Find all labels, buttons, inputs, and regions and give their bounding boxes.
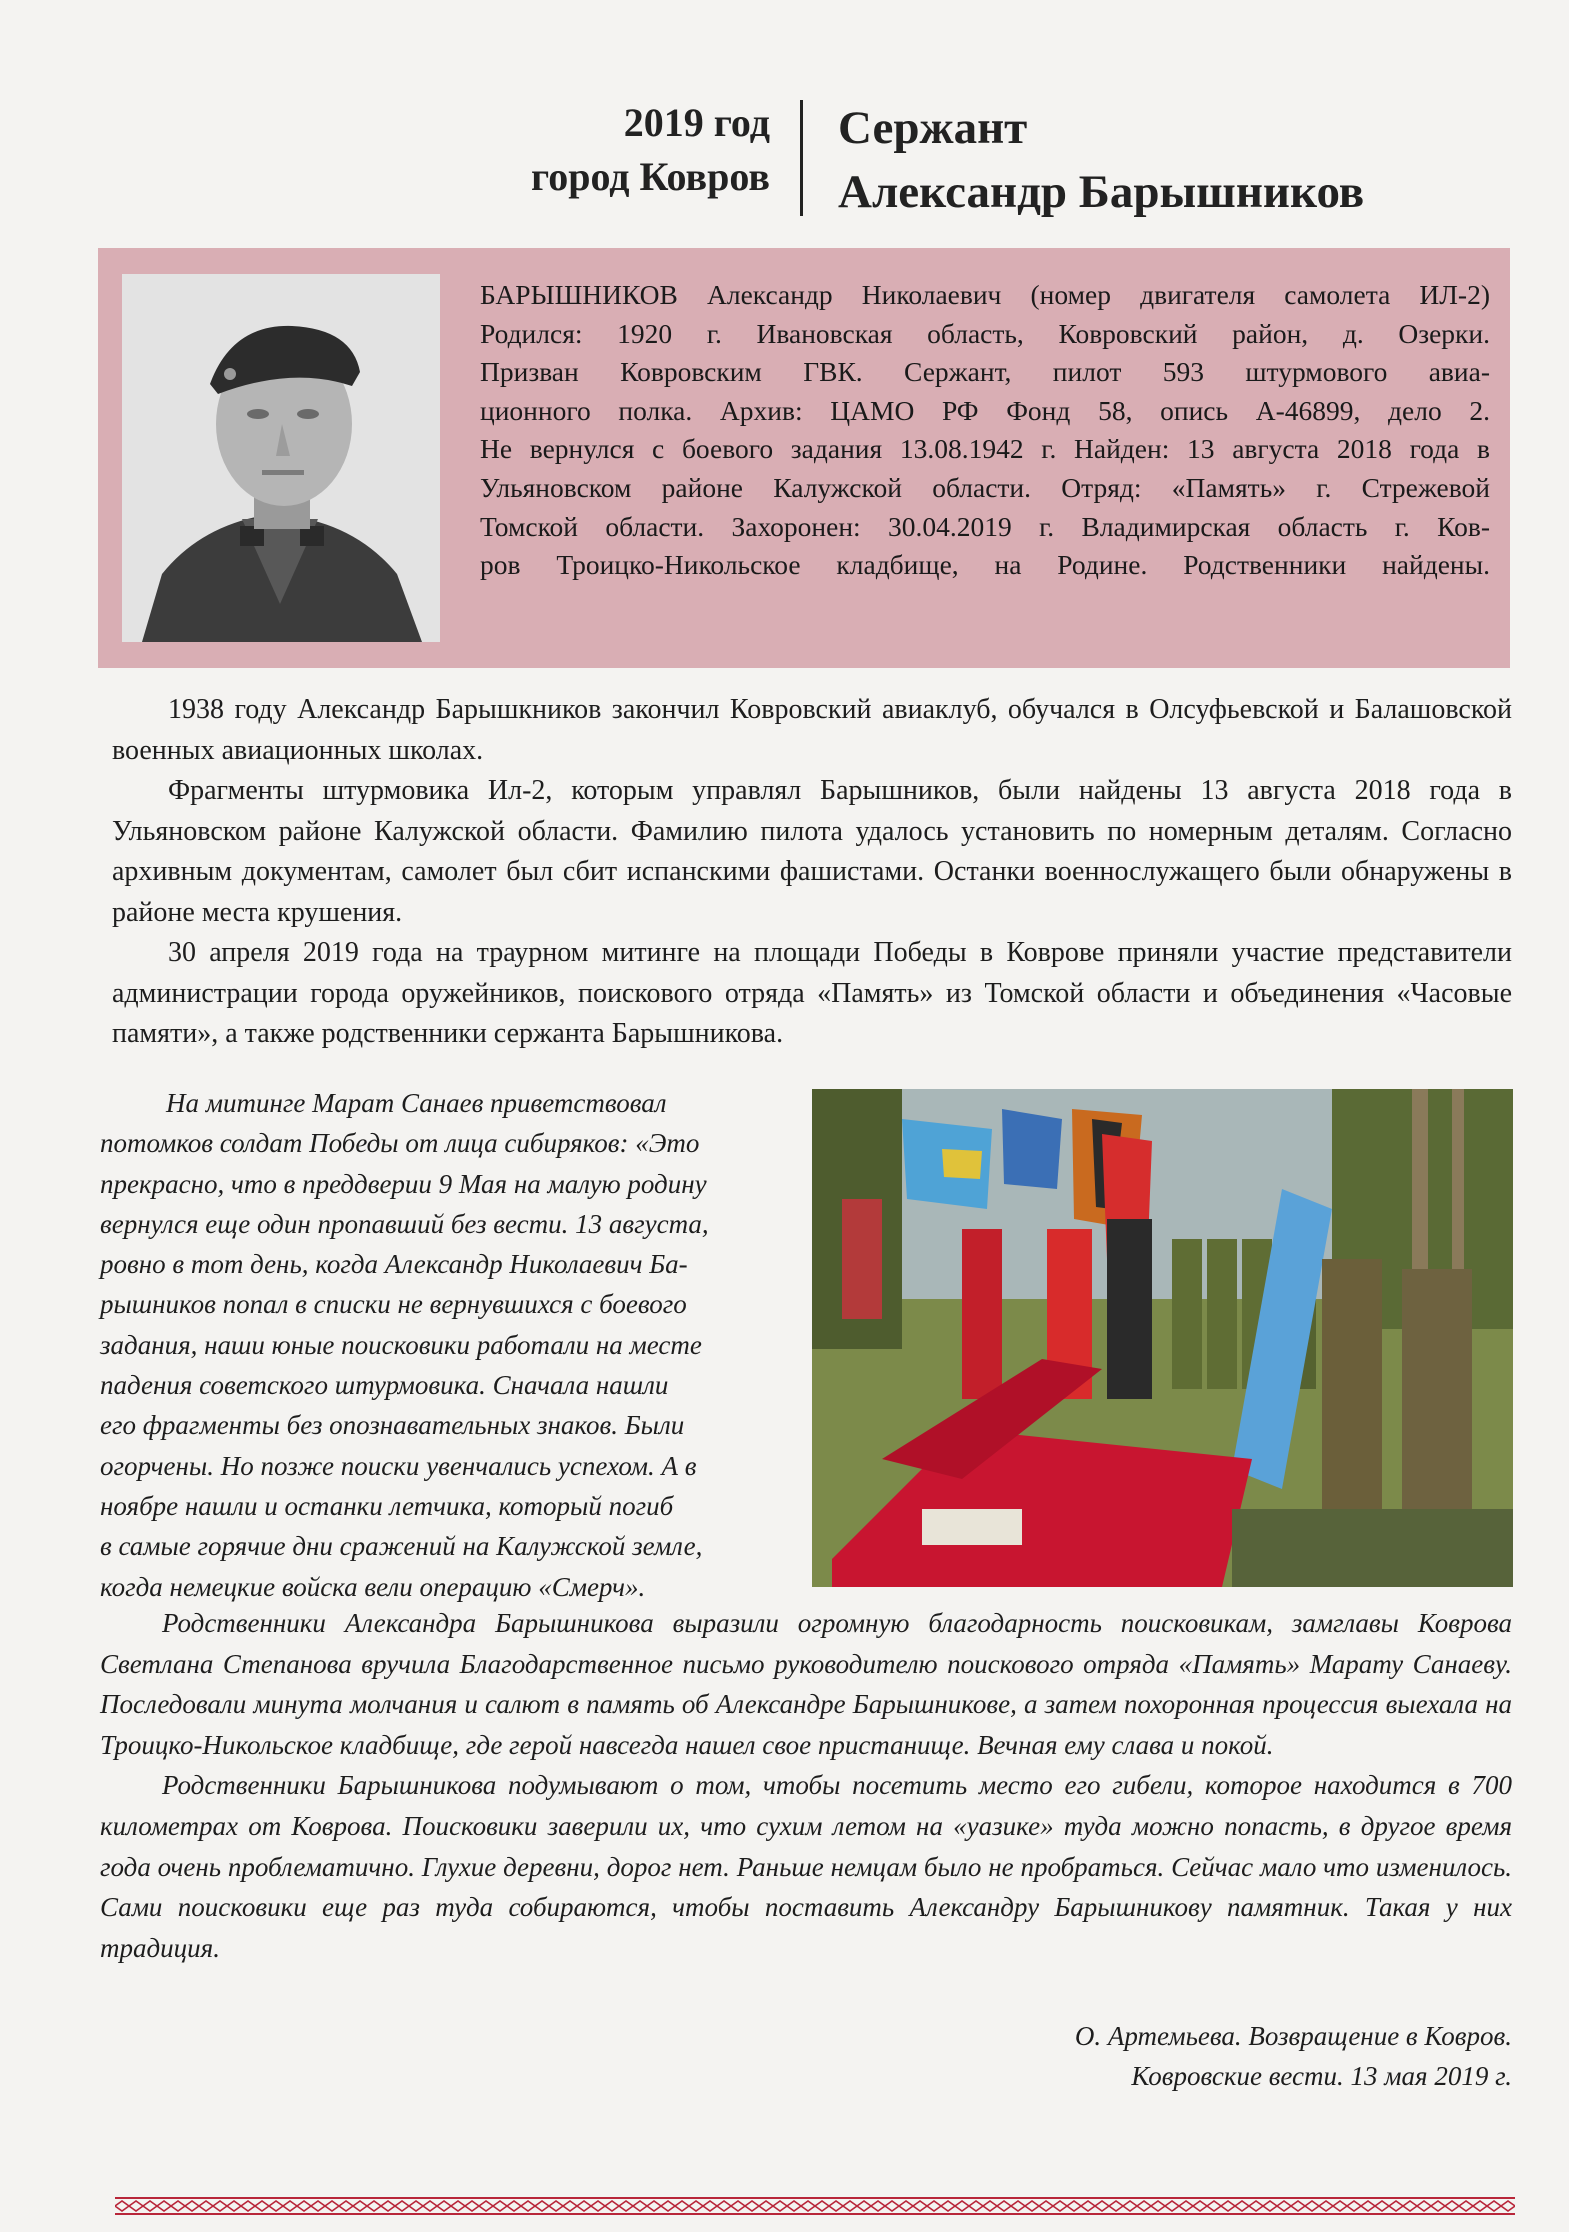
quote-line: прекрасно, что в преддверии 9 Мая на малую родину [100,1168,707,1199]
paragraph: 30 апреля 2019 года на траурном митинге на площади Победы в Коврове приняли участие представители администрации города оружейников, поискового отряда «Память» из Томской области и объединения «Часовые памяти», а также родственники сержанта Барышникова. [112,937,1512,1049]
quote-line: огорчены. Но позже поиски увенчались успехом. А в [100,1450,697,1481]
source-publication: Ковровские вести. 13 мая 2019 г. [1131,2061,1512,2091]
quote-paragraph: Родственники Барышникова подумывают о том, чтобы посетить место его гибели, которое находится в 700 километрах от Коврова. Поисковики заверили их, что сухим летом на «уазике» туда можно попасть, в другое время года очень проблематично. Глухие деревни, дорог нет. Раньше немцам было не пробраться. Сейчас мало что изменилось. Сами поисковики еще раз туда собираются, чтобы поставить Александру Барышникову памятник. Такая у них традиция. [100,1770,1512,1963]
header-city: город Ковров [531,154,770,199]
ceremony-photo [812,1089,1513,1587]
source-author-title: О. Артемьева. Возвращение в Ковров. [1074,2021,1512,2051]
bio-text [480,276,1490,585]
paragraph: Фрагменты штурмовика Ил-2, которым управлял Барышников, были найдены 13 августа 2018 года в Ульяновском районе Калужской области. Фамилию пилота удалось установить по номерным деталям. Согласно архивным документам, самолет был сбит испанскими фашистами. Останки военнослужащего были обнаружены в районе места крушения. [112,775,1512,928]
header-name: Александр Барышников [838,166,1365,218]
header-date-place [440,96,770,204]
quote-continuation [100,1603,1512,1968]
quote-paragraph: Родственники Александра Барышникова выразили огромную благодарность поисковикам, замглавы Коврова Светлана Степанова вручила Благодарственное письмо руководителю поискового отряда «Память» Марату Санаеву. Последовали минута молчания и салют в память об Александре Барышникове, а затем похоронная процессия выехала на Троицко-Никольское кладбище, где герой навсегда нашел свое пристанище. Вечная ему слава и покой. [100,1608,1512,1760]
quote-line: в самые горячие дни сражений на Калужской земле, [100,1531,703,1562]
quote-line: падения советского штурмовика. Сначала нашли [100,1370,669,1401]
article-body [112,690,1512,1055]
bio-line: Томской области. Захоронен: 30.04.2019 г. Владимирская область г. Ков- [480,510,1490,542]
source-citation [1075,2016,1512,2096]
quote-line: когда немецкие войска вели операцию «Смерч». [100,1571,646,1602]
bio-line: Призван Ковровским ГВК. Сержант, пилот 593 штурмового авиа- [480,356,1490,388]
header-title [838,96,1538,224]
quote-line: рышников попал в списки не вернувшихся с боевого [100,1289,687,1320]
portrait-photo [122,274,440,642]
quote-line: потомков солдат Победы от лица сибиряков: «Это [100,1128,700,1159]
ornament-border [115,2195,1515,2217]
bio-box [98,248,1510,668]
paragraph: 1938 году Александр Барышкников закончил Ковровский авиаклуб, обучался в Олсуфьевской и Балашовской военных авиационных школах. [112,694,1512,766]
bio-line: Ульяновском районе Калужской области. Отряд: «Память» г. Стрежевой [480,471,1490,503]
header-year: 2019 год [623,100,770,145]
header-divider [800,100,803,216]
quote-line: На митинге Марат Санаев приветствовал [166,1088,667,1118]
bio-line: ционного полка. Архив: ЦАМО РФ Фонд 58, опись А-46899, дело 2. [480,394,1490,426]
bio-line: Родился: 1920 г. Ивановская область, Ковровский район, д. Озерки. [480,317,1490,349]
bio-line: ров Троицко-Никольское кладбище, на Родине. Родственники найдены. [480,549,1490,581]
header-rank: Сержант [838,102,1028,154]
quote-line: ноябре нашли и останки летчика, который погиб [100,1490,674,1521]
bio-line: БАРЫШНИКОВ Александр Николаевич (номер двигателя самолета ИЛ-2) [480,279,1490,310]
quote-line: ровно в тот день, когда Александр Николаевич Ба- [100,1249,688,1280]
ornament-zigzag [115,2201,1515,2211]
quote-line: задания, наши юные поисковики работали на месте [100,1329,702,1360]
bio-line: Не вернулся с боевого задания 13.08.1942 г. Найден: 13 августа 2018 года в [480,433,1490,465]
quote-line: его фрагменты без опознавательных знаков. Были [100,1410,685,1441]
quote-line: вернулся еще один пропавший без вести. 13 августа, [100,1208,709,1239]
quote-column [100,1083,780,1607]
